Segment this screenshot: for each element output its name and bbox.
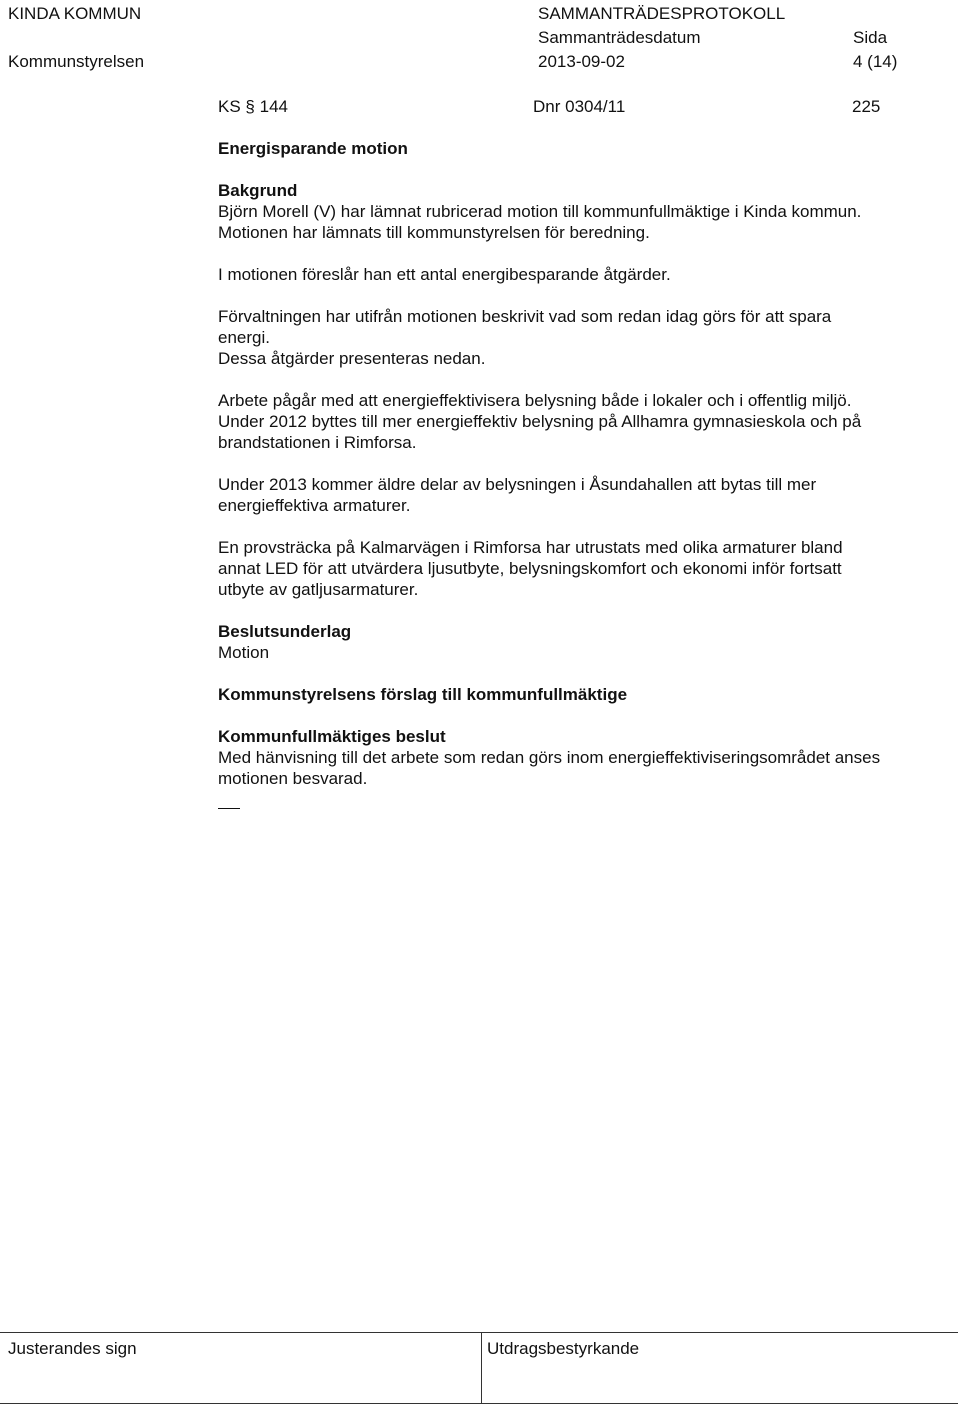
background-line: Arbete pågår med att energieffektivisera belysning både i lokaler och i offentlig miljö. [218,391,852,410]
background-line: Under 2012 byttes till mer energieffektiv belysning på Allhamra gymnasieskola och på [218,412,862,431]
decision-line: Med hänvisning till det arbete som redan görs inom energieffektiviseringsområdet anses [218,748,881,767]
decision-line: motionen besvarad. [218,769,368,788]
signature-footer [0,1332,958,1404]
background-line: Motionen har lämnats till kommunstyrelsen för beredning. [218,223,650,242]
org-name: KINDA KOMMUN [8,4,142,23]
footer-divider [481,1333,482,1403]
basis-heading: Beslutsunderlag [218,622,352,641]
section-sign: § [245,97,255,116]
decision-heading: Kommunfullmäktiges beslut [218,727,446,746]
case-id: 144 [259,97,288,116]
background-paragraph: I motionen föreslår han ett antal energibesparande åtgärder. [218,265,671,284]
case-number [218,96,288,118]
background-line: annat LED för att utvärdera ljusutbyte, belysningskomfort och ekonomi inför fortsatt [218,559,842,578]
body-name: Kommunstyrelsen [8,52,145,71]
basis-item: Motion [218,643,270,662]
background-line: energi. [218,328,270,347]
page-label: Sida [853,28,888,47]
background-line: En provsträcka på Kalmarvägen i Rimforsa har utrustats med olika armaturer bland [218,538,843,557]
document-type: SAMMANTRÄDESPROTOKOLL [538,4,786,23]
background-line: Förvaltningen har utifrån motionen beskrivit vad som redan idag görs för att spara [218,307,832,326]
end-rule [218,808,240,809]
background-line: brandstationen i Rimforsa. [218,433,417,452]
adjuster-signature-label: Justerandes sign [8,1339,137,1358]
meeting-date: 2013-09-02 [538,52,625,71]
background-line: Under 2013 kommer äldre delar av belysningen i Åsundahallen att bytas till mer [218,475,817,494]
background-line: Björn Morell (V) har lämnat rubricerad motion till kommunfullmäktige i Kinda kommun. [218,202,862,221]
case-prefix: KS [218,97,241,116]
page-number: 4 (14) [853,52,898,71]
proposal-heading: Kommunstyrelsens förslag till kommunfullmäktige [218,685,628,704]
extract-certification-label: Utdragsbestyrkande [487,1339,640,1358]
case-title: Energisparande motion [218,139,408,158]
meeting-date-label: Sammanträdesdatum [538,28,701,47]
case-body [218,180,938,789]
background-heading: Bakgrund [218,181,298,200]
background-line: utbyte av gatljusarmaturer. [218,580,419,599]
diary-number: Dnr 0304/11 [533,97,626,116]
background-line: Dessa åtgärder presenteras nedan. [218,349,486,368]
background-line: energieffektiva armaturer. [218,496,411,515]
paragraph-number: 225 [852,97,881,116]
